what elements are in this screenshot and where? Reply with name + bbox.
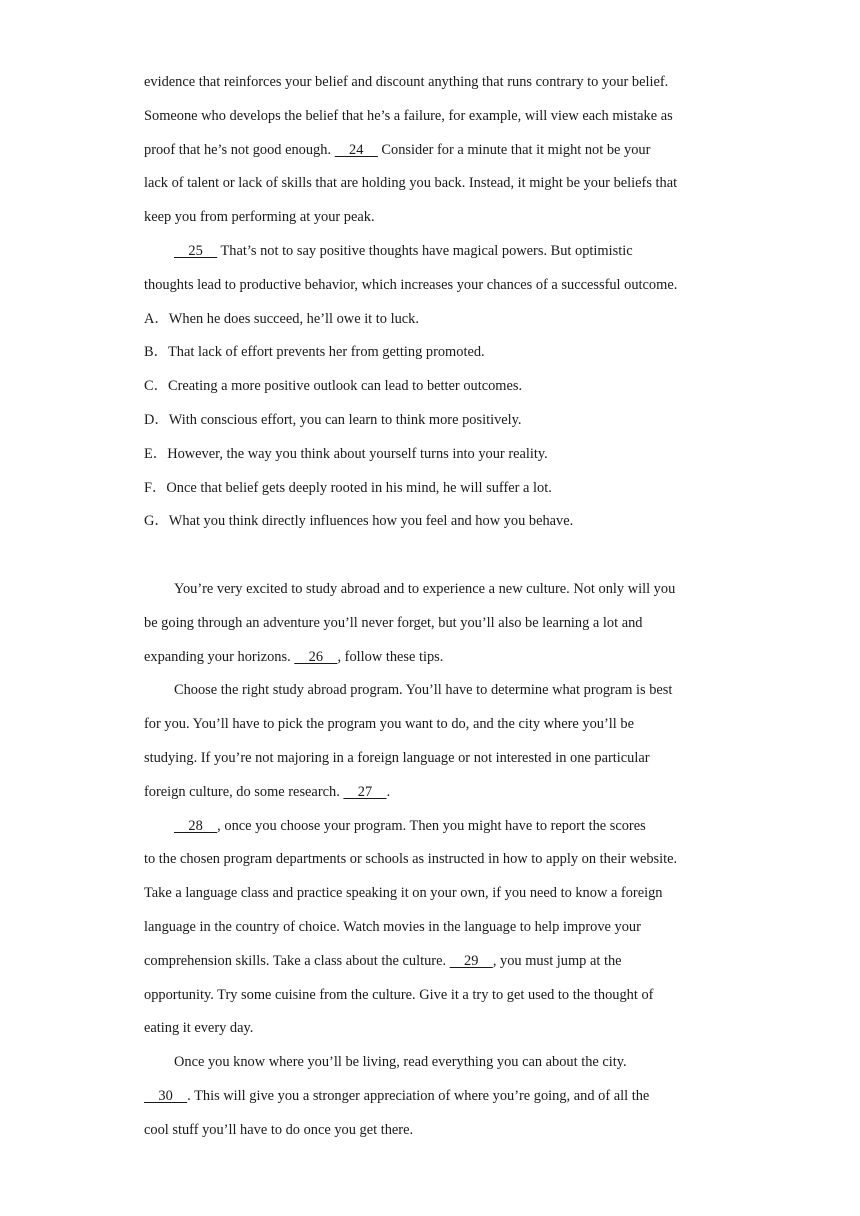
option-letter: B．: [144, 344, 168, 361]
text-line: eating it every day.: [144, 1020, 254, 1037]
text-line: [144, 945, 719, 979]
option-text: Creating a more positive outlook can lead to better outcomes.: [168, 378, 523, 395]
option-d[interactable]: [144, 404, 719, 438]
text-line: Someone who develops the belief that he’s a failure, for example, will view each mistake as: [144, 107, 673, 124]
text-line: for you. You’ll have to pick the program you want to do, and the city where you’ll be: [144, 716, 634, 733]
option-g[interactable]: [144, 505, 719, 539]
option-letter: C．: [144, 378, 168, 395]
text-line: be going through an adventure you’ll never forget, but you’ll also be learning a lot and: [144, 614, 643, 631]
text-segment: expanding your horizons.: [144, 648, 295, 665]
document-content: [144, 66, 719, 1148]
option-b[interactable]: [144, 336, 719, 370]
blank-25[interactable]: 25: [174, 242, 218, 259]
text-segment: . This will give you a stronger appreciation of where you’re going, and of all the: [187, 1087, 650, 1104]
text-line: Once you know where you’ll be living, read everything you can about the city.: [174, 1054, 627, 1071]
option-text: What you think directly influences how you feel and how you behave.: [168, 513, 574, 530]
text-segment: , once you choose your program. Then you might have to report the scores: [217, 817, 646, 834]
text-line: thoughts lead to productive behavior, which increases your chances of a successful outcome.: [144, 276, 678, 293]
text-line: language in the country of choice. Watch movies in the language to help improve your: [144, 918, 641, 935]
option-e[interactable]: [144, 438, 719, 472]
text-segment: proof that he’s not good enough.: [144, 141, 335, 158]
option-text: With conscious effort, you can learn to think more positively.: [168, 411, 522, 428]
option-c[interactable]: [144, 370, 719, 404]
option-text: Once that belief gets deeply rooted in his mind, he will suffer a lot.: [166, 479, 552, 496]
option-a[interactable]: [144, 303, 719, 337]
blank-26[interactable]: 26: [294, 648, 338, 665]
text-segment: Consider for a minute that it might not be your: [377, 141, 651, 158]
option-text: When he does succeed, he’ll owe it to luck.: [168, 310, 419, 327]
text-segment: , follow these tips.: [337, 648, 444, 665]
text-line: keep you from performing at your peak.: [144, 209, 375, 226]
text-line: studying. If you’re not majoring in a foreign language or not interested in one particular: [144, 749, 650, 766]
blank-29[interactable]: 29: [449, 952, 493, 969]
option-letter: F．: [144, 479, 167, 496]
text-line: lack of talent or lack of skills that are holding you back. Instead, it might be your beliefs that: [144, 175, 678, 192]
option-letter: E．: [144, 445, 168, 462]
option-letter: A．: [144, 310, 169, 327]
blank-27[interactable]: 27: [343, 783, 387, 800]
text-line: [144, 235, 719, 269]
text-line: opportunity. Try some cuisine from the culture. Give it a try to get used to the thought of: [144, 986, 654, 1003]
option-letter: D．: [144, 411, 169, 428]
text-line: [144, 1080, 719, 1114]
option-text: However, the way you think about yourself turns into your reality.: [167, 445, 548, 462]
text-segment: , you must jump at the: [492, 952, 622, 969]
blank-28[interactable]: 28: [174, 817, 218, 834]
text-line: [144, 810, 719, 844]
text-line: evidence that reinforces your belief and discount anything that runs contrary to your belief.: [144, 74, 669, 90]
text-line: Take a language class and practice speaking it on your own, if you need to know a foreign: [144, 885, 663, 902]
text-line: [144, 134, 719, 168]
text-segment: .: [386, 783, 391, 800]
text-line: [144, 641, 719, 675]
text-line: You’re very excited to study abroad and to experience a new culture. Not only will you: [174, 580, 676, 597]
blank-24[interactable]: 24: [334, 141, 378, 158]
text-segment: foreign culture, do some research.: [144, 783, 344, 800]
blank-30[interactable]: 30: [144, 1087, 188, 1104]
text-line: [144, 776, 719, 810]
text-segment: comprehension skills. Take a class about the culture.: [144, 952, 450, 969]
text-segment: That’s not to say positive thoughts have magical powers. But optimistic: [217, 242, 633, 259]
text-line: to the chosen program departments or schools as instructed in how to apply on their website.: [144, 851, 678, 868]
option-letter: G．: [144, 513, 169, 530]
option-f[interactable]: [144, 472, 719, 506]
option-text: That lack of effort prevents her from getting promoted.: [168, 344, 485, 361]
text-line: Choose the right study abroad program. You’ll have to determine what program is best: [174, 682, 673, 699]
section-gap: [144, 539, 719, 573]
text-line: cool stuff you’ll have to do once you get there.: [144, 1121, 414, 1138]
